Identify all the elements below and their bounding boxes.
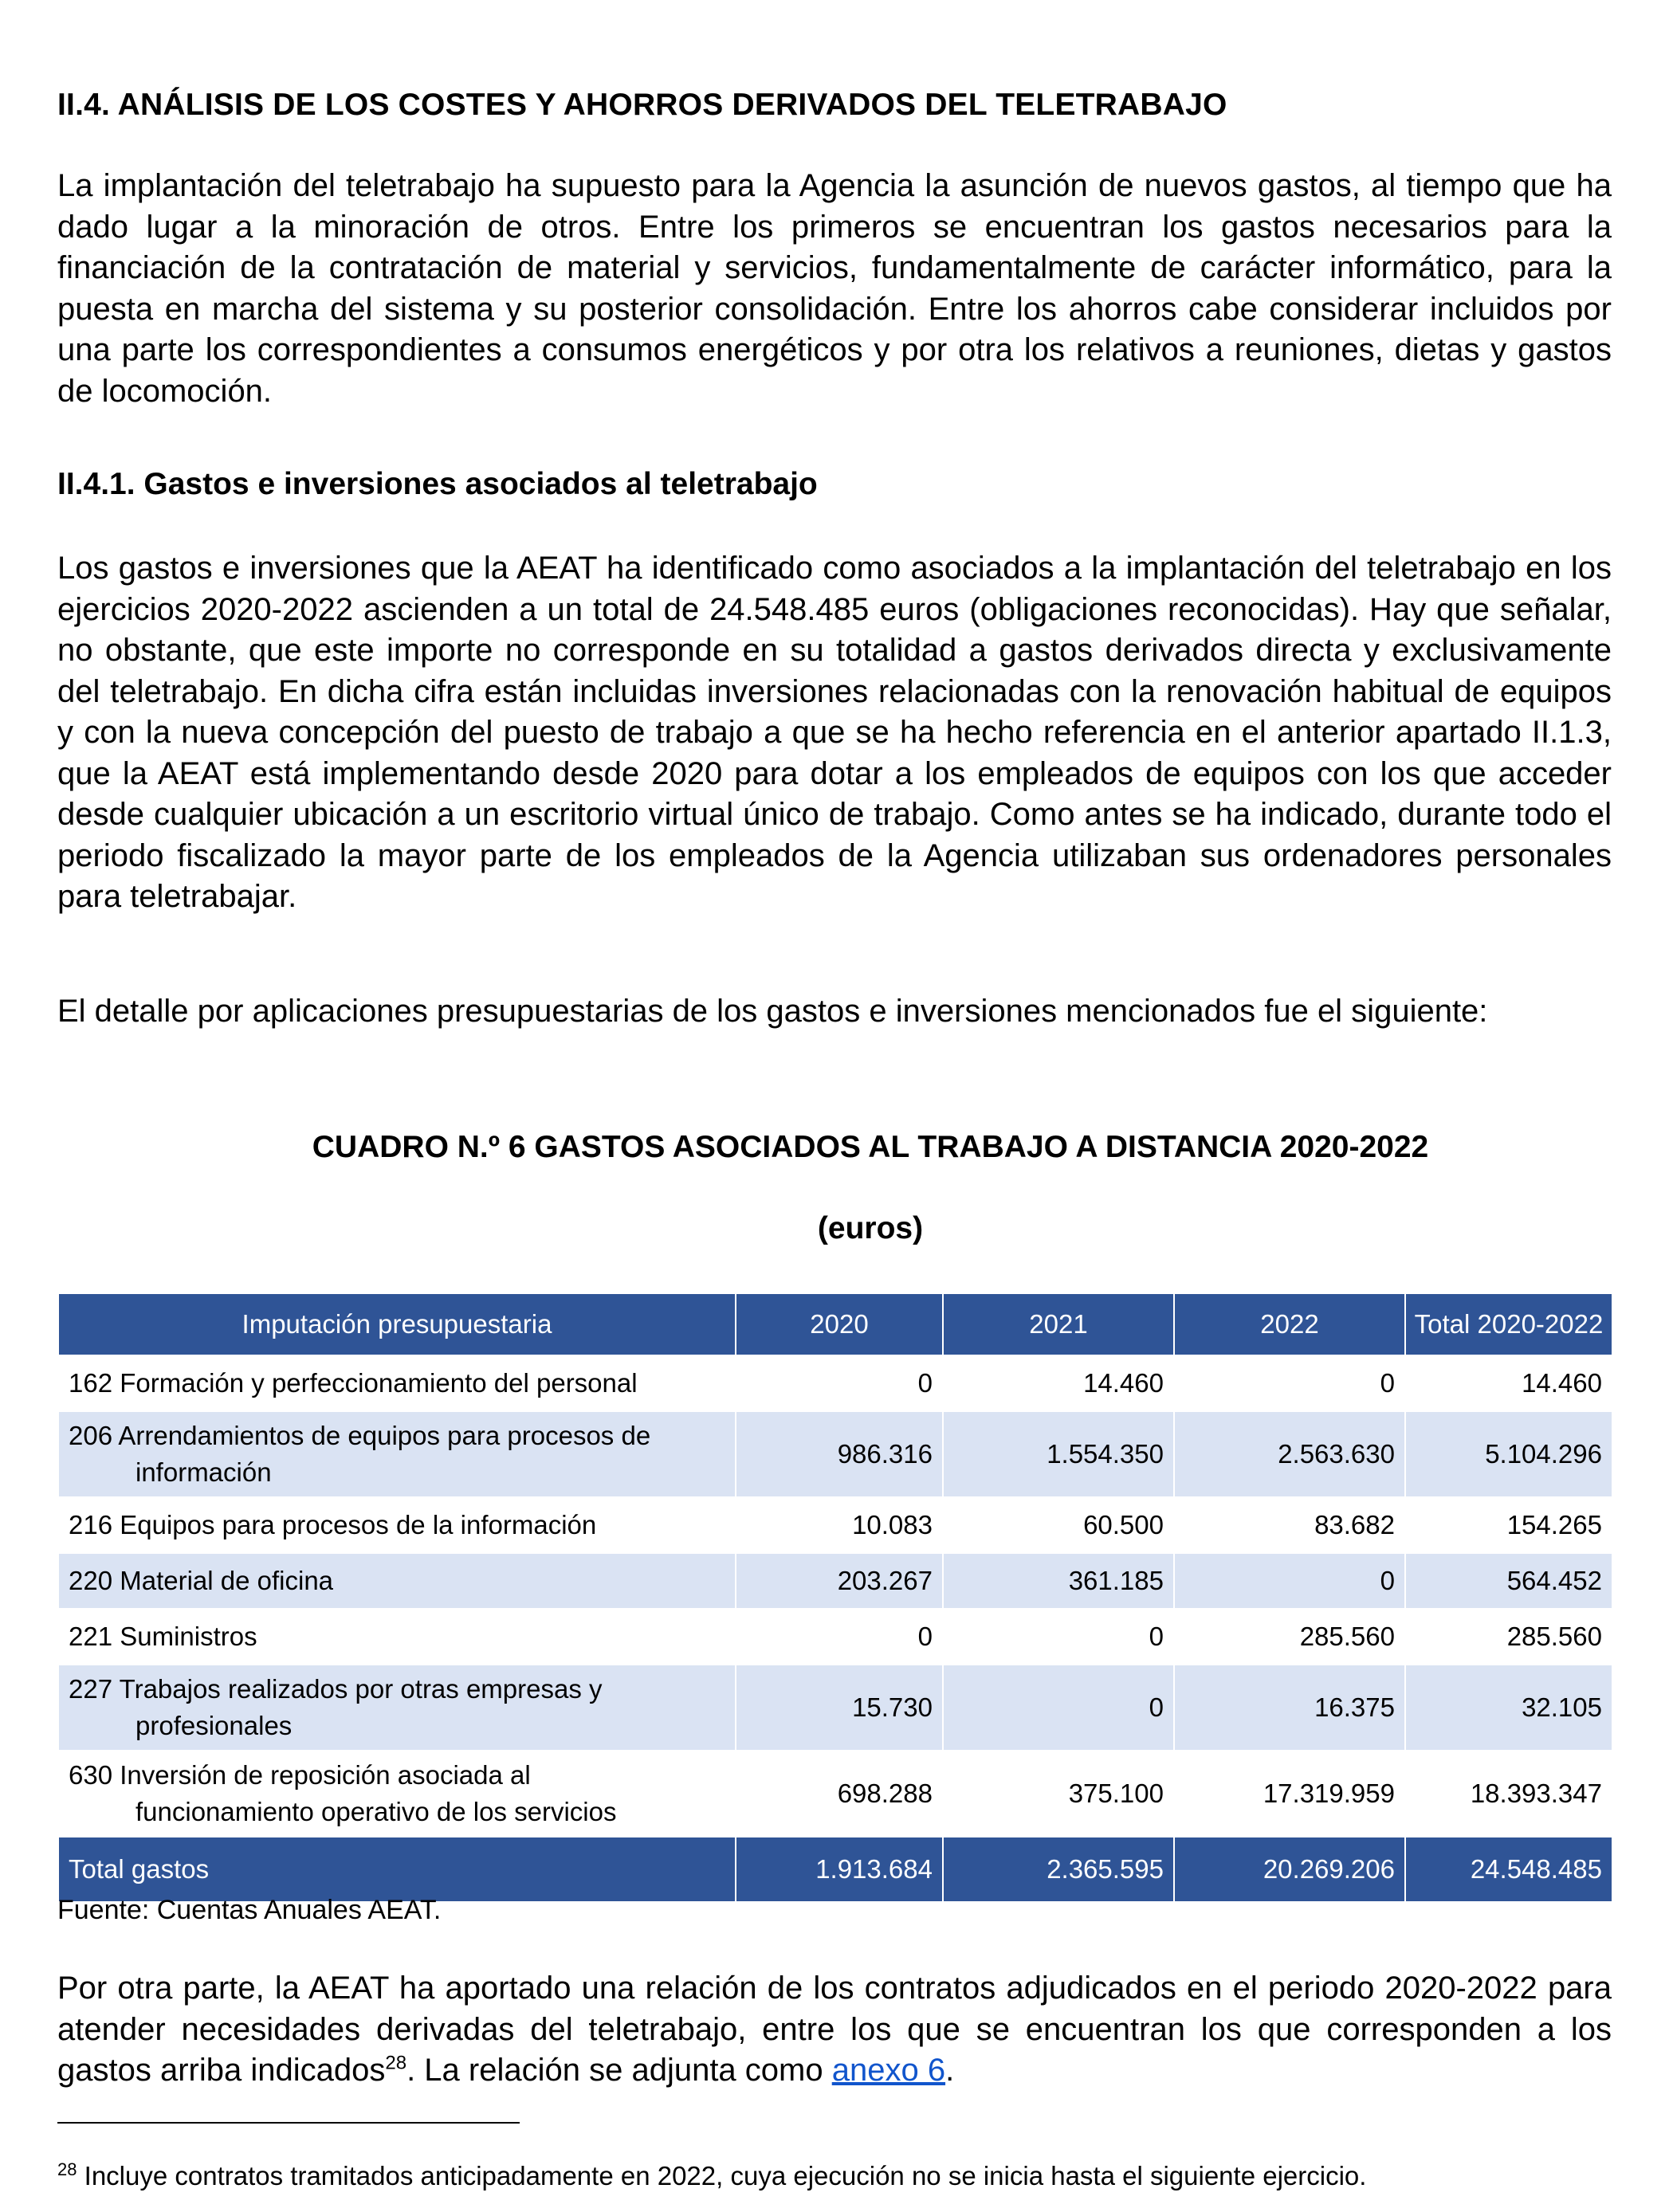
row-label bbox=[58, 1497, 736, 1553]
cell-total: 564.452 bbox=[1405, 1553, 1612, 1609]
cell-total: 18.393.347 bbox=[1405, 1751, 1612, 1837]
cell-2020: 10.083 bbox=[736, 1497, 943, 1553]
table-source: Fuente: Cuentas Anuales AEAT. bbox=[57, 1895, 442, 1925]
cell-2022: 2.563.630 bbox=[1174, 1411, 1405, 1497]
cell-2020: 0 bbox=[736, 1609, 943, 1665]
row-code: 162 bbox=[69, 1368, 113, 1398]
cell-2022: 285.560 bbox=[1174, 1609, 1405, 1665]
cell-total: 32.105 bbox=[1405, 1665, 1612, 1751]
row-code: 221 bbox=[69, 1622, 113, 1651]
table-header-row bbox=[58, 1293, 1612, 1355]
cell-2021: 60.500 bbox=[943, 1497, 1174, 1553]
cell-2022: 0 bbox=[1174, 1355, 1405, 1411]
expenses-paragraph: Los gastos e inversiones que la AEAT ha identificado como asociados a la implantación del teletrabajo en los ejercicios 2020-2022 ascienden a un total de 24.548.485 euros (obligaciones reconocidas). Hay que señalar, no obstante, que este importe no corresponde en su totalidad a gastos derivados directa y exclusivamente del teletrabajo. En dicha cifra están incluidas inversiones relacionadas con la renovación habitual de equipos y con la nueva concepción del puesto de trabajo a que se ha hecho referencia en el anterior apartado II.1.3, que la AEAT está implementando desde 2020 para dotar a los empleados de equipos con los que acceder desde cualquier ubicación a un escritorio virtual único de trabajo. Como antes se ha indicado, durante todo el periodo fiscalizado la mayor parte de los empleados de la Agencia utilizaban sus ordenadores personales para teletrabajar. bbox=[57, 551, 1612, 914]
table-title: CUADRO N.º 6 GASTOS ASOCIADOS AL TRABAJO A DISTANCIA 2020-2022 bbox=[312, 1130, 1429, 1164]
cell-2022: 0 bbox=[1174, 1553, 1405, 1609]
row-code: 216 bbox=[69, 1510, 113, 1539]
table-row bbox=[58, 1411, 1612, 1497]
row-description-cont: funcionamiento operativo de los servicios bbox=[135, 1797, 617, 1826]
header-2020: 2020 bbox=[736, 1293, 943, 1355]
cell-2021: 14.460 bbox=[943, 1355, 1174, 1411]
contracts-text-end: . bbox=[945, 2053, 955, 2088]
total-2021: 2.365.595 bbox=[943, 1837, 1174, 1902]
table-unit: (euros) bbox=[817, 1211, 924, 1245]
anexo-6-link[interactable]: anexo 6 bbox=[831, 2053, 946, 2088]
row-code: 227 bbox=[69, 1674, 113, 1704]
cell-2020: 0 bbox=[736, 1355, 943, 1411]
header-2021: 2021 bbox=[943, 1293, 1174, 1355]
cell-total: 5.104.296 bbox=[1405, 1411, 1612, 1497]
row-description: Arrendamientos de equipos para procesos de bbox=[118, 1421, 651, 1450]
cell-total: 154.265 bbox=[1405, 1497, 1612, 1553]
contracts-text-after: . La relación se adjunta como bbox=[406, 2053, 832, 2088]
total-overall: 24.548.485 bbox=[1405, 1837, 1612, 1902]
cell-2021: 361.185 bbox=[943, 1553, 1174, 1609]
row-description: Trabajos realizados por otras empresas y bbox=[119, 1674, 603, 1704]
row-description-cont: profesionales bbox=[135, 1711, 293, 1740]
header-total: Total 2020-2022 bbox=[1405, 1293, 1612, 1355]
table-row bbox=[58, 1355, 1612, 1411]
row-label bbox=[58, 1411, 736, 1497]
row-label bbox=[58, 1609, 736, 1665]
cell-2022: 83.682 bbox=[1174, 1497, 1405, 1553]
row-label bbox=[58, 1665, 736, 1751]
cell-total: 285.560 bbox=[1405, 1609, 1612, 1665]
row-label bbox=[58, 1355, 736, 1411]
cell-2020: 203.267 bbox=[736, 1553, 943, 1609]
intro-paragraph: La implantación del teletrabajo ha supuesto para la Agencia la asunción de nuevos gastos, al tiempo que ha dado lugar a la minoración de otros. Entre los primeros se encuentran los gastos necesarios para la financiación de la contratación de material y servicios, fundamentalmente de carácter informático, para la puesta en marcha del sistema y su posterior consolidación. Entre los ahorros cabe considerar incluidos por una parte los correspondientes a consumos energéticos y por otra los relativos a reuniones, dietas y gastos de locomoción. bbox=[57, 168, 1612, 409]
row-code: 220 bbox=[69, 1566, 113, 1595]
row-label bbox=[58, 1553, 736, 1609]
cell-2020: 15.730 bbox=[736, 1665, 943, 1751]
cell-2022: 17.319.959 bbox=[1174, 1751, 1405, 1837]
cell-2020: 986.316 bbox=[736, 1411, 943, 1497]
header-imputacion: Imputación presupuestaria bbox=[58, 1293, 736, 1355]
subsection-title: II.4.1. Gastos e inversiones asociados al teletrabajo bbox=[57, 467, 818, 501]
row-label bbox=[58, 1751, 736, 1837]
row-code: 630 bbox=[69, 1760, 113, 1790]
row-description: Inversión de reposición asociada al bbox=[120, 1760, 531, 1790]
cell-total: 14.460 bbox=[1405, 1355, 1612, 1411]
cell-2021: 375.100 bbox=[943, 1751, 1174, 1837]
footnote-text: Incluye contratos tramitados anticipadamente en 2022, cuya ejecución no se inicia hasta el siguiente ejercicio. bbox=[77, 2161, 1367, 2190]
header-2022: 2022 bbox=[1174, 1293, 1405, 1355]
section-title: II.4. ANÁLISIS DE LOS COSTES Y AHORROS DERIVADOS DEL TELETRABAJO bbox=[57, 88, 1227, 122]
footnote bbox=[57, 2161, 1366, 2191]
row-description: Equipos para procesos de la información bbox=[120, 1510, 597, 1539]
contracts-text: Por otra parte, la AEAT ha aportado una relación de los contratos adjudicados en el periodo 2020-2022 para atender necesidades derivadas del teletrabajo, entre los que se encuentran los que corresponden a los gastos arriba indicados bbox=[57, 1971, 1612, 2088]
footnote-number: 28 bbox=[57, 2159, 77, 2179]
total-2020: 1.913.684 bbox=[736, 1837, 943, 1902]
row-description-cont: información bbox=[135, 1457, 272, 1487]
footnote-separator bbox=[57, 2122, 520, 2124]
row-description: Formación y perfeccionamiento del personal bbox=[120, 1368, 638, 1398]
footnote-ref[interactable]: 28 bbox=[385, 2052, 407, 2074]
total-2022: 20.269.206 bbox=[1174, 1837, 1405, 1902]
table-row bbox=[58, 1609, 1612, 1665]
table-row bbox=[58, 1553, 1612, 1609]
row-code: 206 bbox=[69, 1421, 113, 1450]
table-total-row bbox=[58, 1837, 1612, 1902]
cell-2021: 0 bbox=[943, 1665, 1174, 1751]
detail-intro-paragraph: El detalle por aplicaciones presupuestarias de los gastos e inversiones mencionados fue el siguiente: bbox=[57, 994, 1488, 1029]
contracts-paragraph bbox=[57, 1968, 1612, 2092]
cell-2021: 0 bbox=[943, 1609, 1174, 1665]
table-row bbox=[58, 1497, 1612, 1553]
total-label: Total gastos bbox=[58, 1837, 736, 1902]
cell-2021: 1.554.350 bbox=[943, 1411, 1174, 1497]
cell-2022: 16.375 bbox=[1174, 1665, 1405, 1751]
row-description: Suministros bbox=[120, 1622, 257, 1651]
cell-2020: 698.288 bbox=[736, 1751, 943, 1837]
row-description: Material de oficina bbox=[120, 1566, 334, 1595]
expenses-table bbox=[57, 1292, 1613, 1903]
table-row bbox=[58, 1665, 1612, 1751]
table-row bbox=[58, 1751, 1612, 1837]
